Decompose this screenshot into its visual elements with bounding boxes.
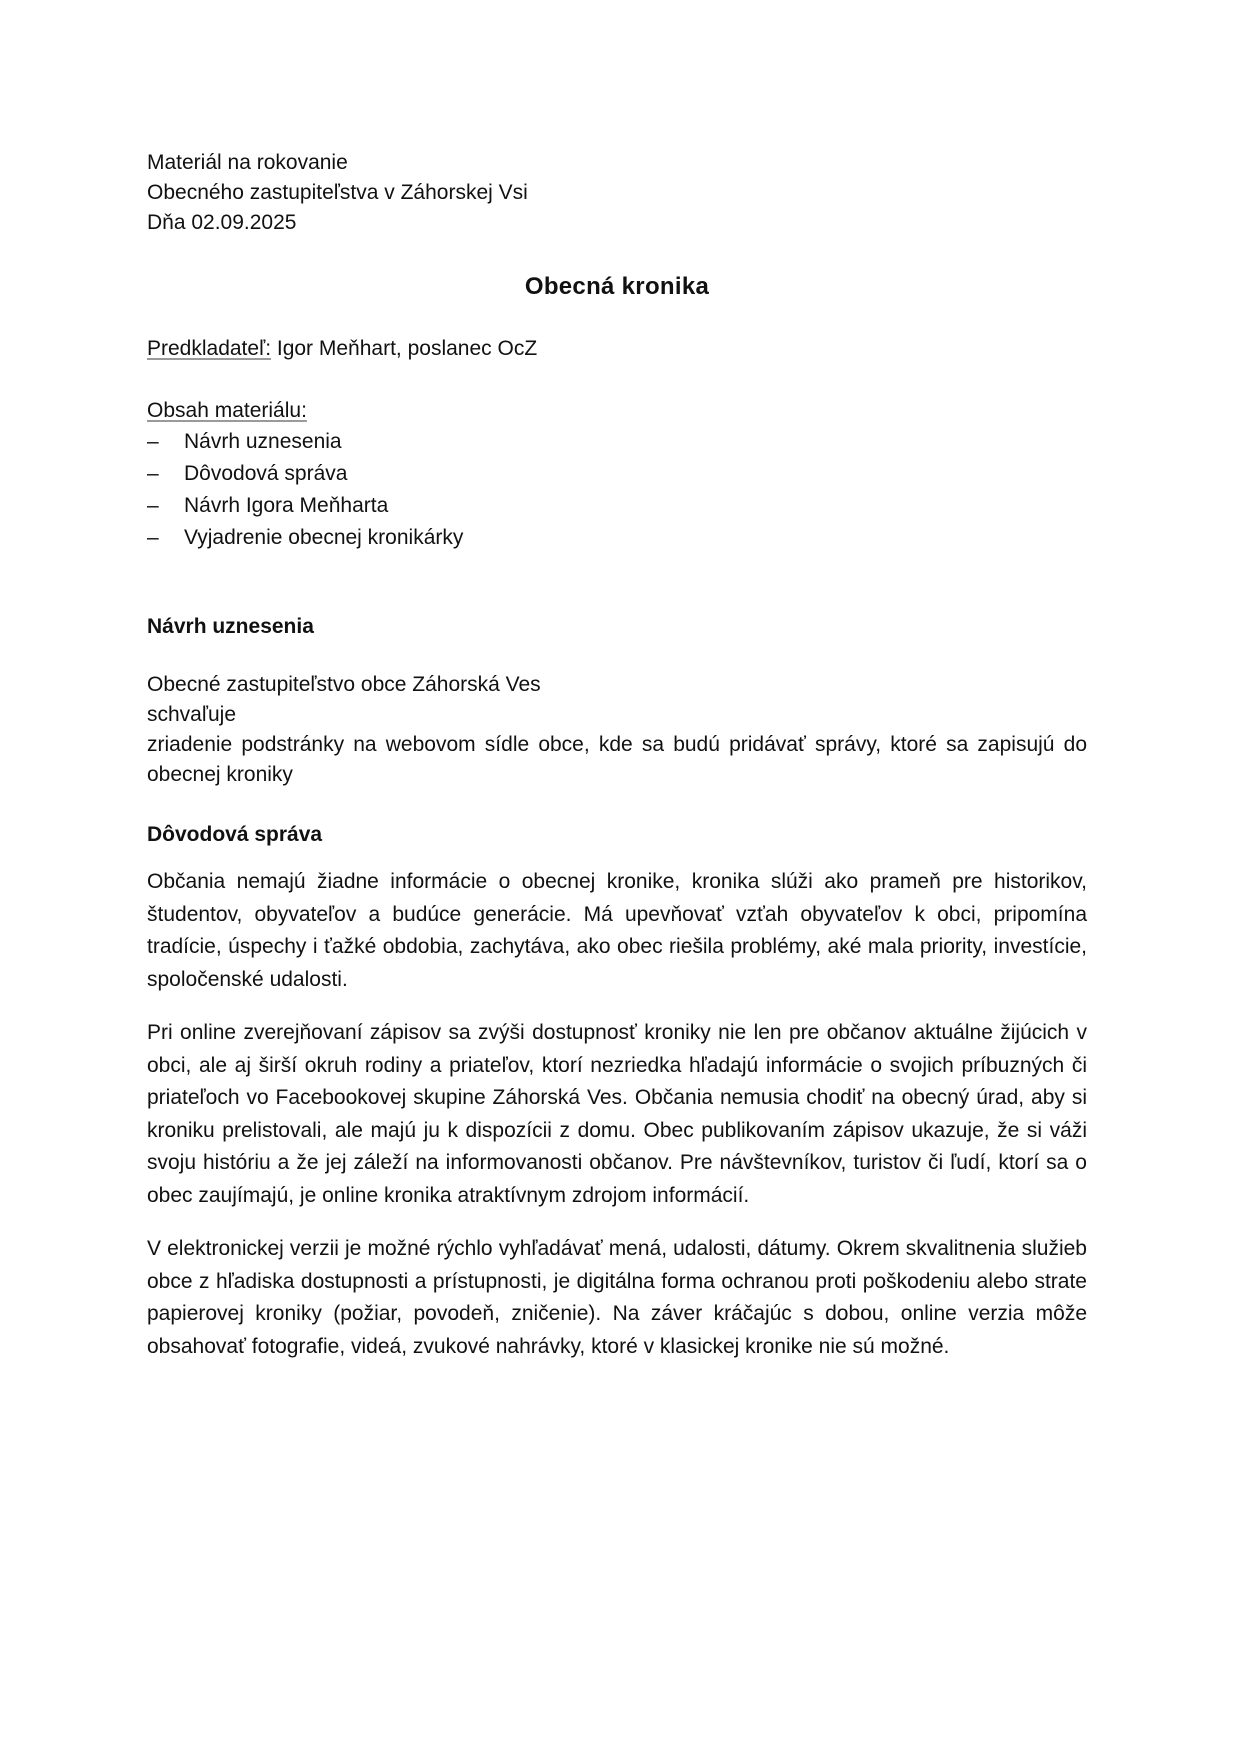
document-header [147,148,1087,238]
contents-block [147,396,1087,554]
explanatory-paragraph-3: V elektronickej verzii je možné rýchlo vyhľadávať mená, udalosti, dátumy. Okrem skvalitnenia služieb obce z hľadiska dostupnosti a prístupnosti, je digitálna forma ochranou proti poškodeniu alebo strate papierovej kroniky (požiar, povodeň, zničenie). Na záver kráčajúc s dobou, online verzia môže obsahovať fotografie, videá, zvukové nahrávky, ktoré v klasickej kronike nie sú možné. [147,1237,1087,1358]
dash-bullet-icon: – [147,462,159,485]
contents-list [147,426,1087,554]
header-line-council: Obecného zastupiteľstva v Záhorskej Vsi [147,181,528,204]
resolution-body-text: zriadenie podstránky na webovom sídle obce, kde sa budú pridávať správy, ktoré sa zapisujú do obecnej kroniky [147,733,1087,786]
resolution-heading: Návrh uznesenia [147,615,314,638]
contents-item-label: Návrh uznesenia [184,430,342,453]
contents-item [147,490,1087,522]
dash-bullet-icon: – [147,494,159,517]
explanatory-paragraph-1: Občania nemajú žiadne informácie o obecnej kronike, kronika slúži ako prameň pre historikov, študentov, obyvateľov a budúce generácie. Má upevňovať vzťah obyvateľov k obci, pripomína tradície, úspechy i ťažké obdobia, zachytáva, ako obec riešila problémy, aké mala priority, investície, spoločenské udalosti. [147,870,1087,991]
resolution-body-council: Obecné zastupiteľstvo obce Záhorská Ves [147,673,541,696]
header-line-material: Materiál na rokovanie [147,151,348,174]
contents-label: Obsah materiálu: [147,399,307,422]
contents-item [147,522,1087,554]
explanatory-paragraph-2: Pri online zverejňovaní zápisov sa zvýši dostupnosť kroniky nie len pre občanov aktuálne žijúcich v obci, ale aj širší okruh rodiny a priateľov, ktorí nezriedka hľadajú informácie o svojich príbuzných či priateľoch vo Facebookovej skupine Záhorská Ves. Občania nemusia chodiť na obecný úrad, aby si kroniku prelistovali, ale majú ju k dispozícii z domu. Obec publikovaním zápisov ukazuje, že si váži svoju históriu a že jej záleží na informovanosti občanov. Pre návštevníkov, turistov či ľudí, ktorí sa o obec zaujímajú, je online kronika atraktívnym zdrojom informácií. [147,1021,1087,1207]
dash-bullet-icon: – [147,430,159,453]
presenter-label: Predkladateľ: [147,337,272,360]
contents-item [147,458,1087,490]
contents-item-label: Dôvodová správa [184,462,348,485]
resolution-body-approves: schvaľuje [147,703,237,726]
presenter-value: Igor Meňhart, poslanec OcZ [271,337,538,360]
document-title: Obecná kronika [524,273,710,300]
dash-bullet-icon: – [147,526,159,549]
document-page [147,148,1087,1384]
contents-item [147,426,1087,458]
contents-item-label: Vyjadrenie obecnej kronikárky [184,526,464,549]
explanatory-heading: Dôvodová správa [147,823,323,846]
contents-item-label: Návrh Igora Meňharta [184,494,389,517]
presenter-line [147,334,1087,364]
resolution-body [147,670,1087,790]
header-line-date: Dňa 02.09.2025 [147,211,297,234]
